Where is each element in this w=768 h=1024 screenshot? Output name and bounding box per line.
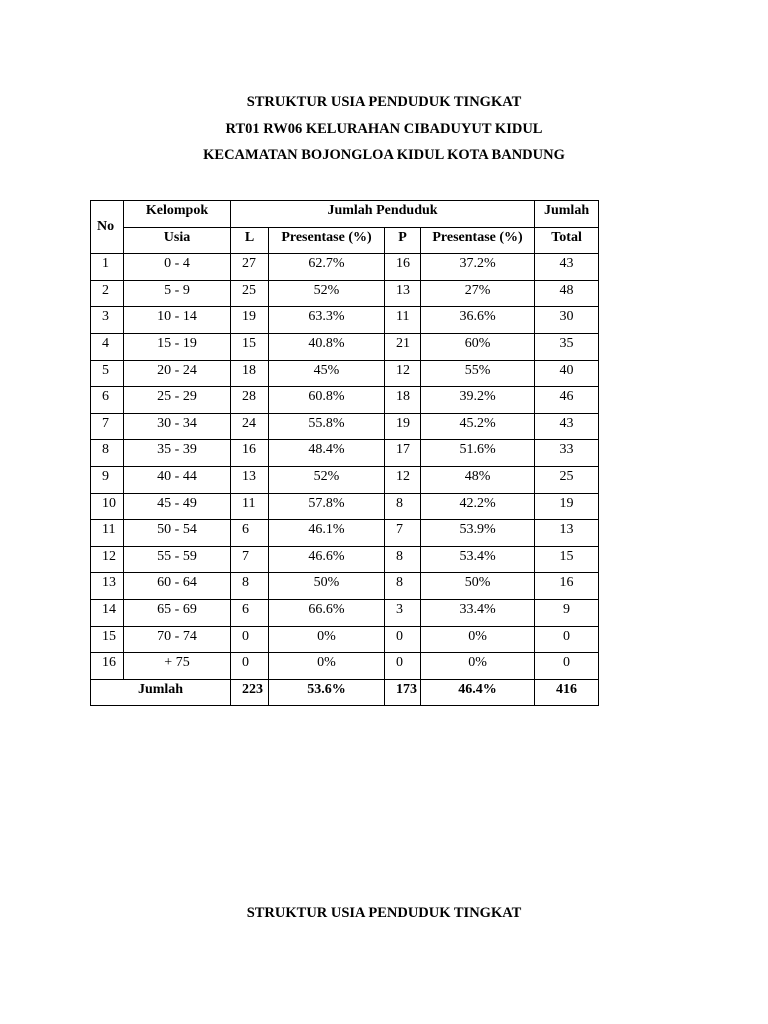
row-total: 43 [535,413,599,440]
table-row [91,520,599,547]
total-label: Jumlah [91,679,231,706]
header-jumlah-bottom: Total [535,227,599,254]
row-pct-l: 52% [269,466,385,493]
row-no: 8 [91,440,124,467]
row-age-group: 45 - 49 [124,493,231,520]
row-pct-l: 55.8% [269,413,385,440]
header-age-group-top: Kelompok [124,201,231,228]
row-age-group: 65 - 69 [124,599,231,626]
row-p: 11 [385,307,421,334]
row-l: 6 [231,599,269,626]
row-p: 16 [385,254,421,281]
table-row [91,599,599,626]
row-p: 21 [385,333,421,360]
row-p: 17 [385,440,421,467]
row-no: 10 [91,493,124,520]
row-pct-l: 45% [269,360,385,387]
header-pct-p: Presentase (%) [421,227,535,254]
row-age-group: 50 - 54 [124,520,231,547]
header-jumlah-top: Jumlah [535,201,599,228]
row-p: 0 [385,653,421,680]
table-row [91,573,599,600]
table-body [91,201,599,706]
row-p: 8 [385,573,421,600]
row-total: 9 [535,599,599,626]
row-total: 35 [535,333,599,360]
row-pct-p: 45.2% [421,413,535,440]
row-p: 8 [385,493,421,520]
row-no: 6 [91,387,124,414]
next-page-title: STRUKTUR USIA PENDUDUK TINGKAT [246,905,522,921]
row-pct-l: 66.6% [269,599,385,626]
population-age-table [90,200,599,706]
table-row [91,653,599,680]
row-total: 33 [535,440,599,467]
row-pct-l: 0% [269,653,385,680]
table-row [91,280,599,307]
row-pct-p: 27% [421,280,535,307]
row-pct-p: 0% [421,653,535,680]
table-row [91,307,599,334]
table-row [91,546,599,573]
row-no: 15 [91,626,124,653]
row-pct-l: 46.1% [269,520,385,547]
row-total: 16 [535,573,599,600]
row-p: 12 [385,360,421,387]
row-l: 7 [231,546,269,573]
row-l: 0 [231,626,269,653]
header-jumlah-penduduk: Jumlah Penduduk [231,201,535,228]
row-age-group: 30 - 34 [124,413,231,440]
table-row [91,626,599,653]
row-l: 28 [231,387,269,414]
row-pct-l: 57.8% [269,493,385,520]
row-pct-l: 60.8% [269,387,385,414]
table-row [91,440,599,467]
row-pct-p: 37.2% [421,254,535,281]
row-no: 2 [91,280,124,307]
row-no: 12 [91,546,124,573]
row-total: 0 [535,653,599,680]
row-no: 13 [91,573,124,600]
row-l: 25 [231,280,269,307]
row-pct-p: 53.4% [421,546,535,573]
row-l: 27 [231,254,269,281]
row-age-group: 60 - 64 [124,573,231,600]
row-pct-p: 0% [421,626,535,653]
row-age-group: 5 - 9 [124,280,231,307]
row-no: 1 [91,254,124,281]
row-pct-l: 40.8% [269,333,385,360]
header-row-bottom [91,227,599,254]
row-pct-p: 53.9% [421,520,535,547]
row-total: 15 [535,546,599,573]
total-total: 416 [535,679,599,706]
row-p: 8 [385,546,421,573]
header-row-top [91,201,599,228]
header-p: P [385,227,421,254]
total-p: 173 [385,679,421,706]
row-l: 6 [231,520,269,547]
row-p: 7 [385,520,421,547]
row-pct-p: 48% [421,466,535,493]
row-l: 24 [231,413,269,440]
row-no: 5 [91,360,124,387]
row-total: 46 [535,387,599,414]
row-l: 0 [231,653,269,680]
row-age-group: 20 - 24 [124,360,231,387]
row-age-group: 10 - 14 [124,307,231,334]
row-total: 48 [535,280,599,307]
row-pct-l: 50% [269,573,385,600]
row-total: 40 [535,360,599,387]
table-row [91,493,599,520]
row-no: 16 [91,653,124,680]
row-total: 30 [535,307,599,334]
row-no: 14 [91,599,124,626]
row-p: 19 [385,413,421,440]
total-row [91,679,599,706]
row-total: 43 [535,254,599,281]
row-total: 25 [535,466,599,493]
table-row [91,387,599,414]
row-p: 18 [385,387,421,414]
table-row [91,333,599,360]
row-l: 16 [231,440,269,467]
header-pct-l: Presentase (%) [269,227,385,254]
row-pct-l: 46.6% [269,546,385,573]
row-pct-p: 39.2% [421,387,535,414]
table-row [91,254,599,281]
document-title-line-2: RT01 RW06 KELURAHAN CIBADUYUT KIDUL [225,121,543,137]
total-pct-l: 53.6% [269,679,385,706]
row-pct-l: 0% [269,626,385,653]
row-pct-l: 52% [269,280,385,307]
table-row [91,466,599,493]
table-row [91,413,599,440]
document-title-line-3: KECAMATAN BOJONGLOA KIDUL KOTA BANDUNG [203,147,565,163]
row-age-group: 0 - 4 [124,254,231,281]
row-age-group: 25 - 29 [124,387,231,414]
row-pct-p: 42.2% [421,493,535,520]
row-age-group: 35 - 39 [124,440,231,467]
row-pct-p: 33.4% [421,599,535,626]
row-pct-l: 62.7% [269,254,385,281]
row-l: 18 [231,360,269,387]
row-pct-l: 48.4% [269,440,385,467]
row-no: 9 [91,466,124,493]
row-l: 13 [231,466,269,493]
header-age-group-bottom: Usia [124,227,231,254]
row-p: 3 [385,599,421,626]
row-total: 19 [535,493,599,520]
row-p: 0 [385,626,421,653]
row-pct-p: 60% [421,333,535,360]
row-age-group: 15 - 19 [124,333,231,360]
row-l: 11 [231,493,269,520]
row-p: 12 [385,466,421,493]
header-no: No [91,201,124,254]
row-age-group: + 75 [124,653,231,680]
total-l: 223 [231,679,269,706]
header-l: L [231,227,269,254]
row-age-group: 70 - 74 [124,626,231,653]
row-pct-p: 51.6% [421,440,535,467]
row-l: 8 [231,573,269,600]
row-no: 4 [91,333,124,360]
total-pct-p: 46.4% [421,679,535,706]
row-total: 13 [535,520,599,547]
row-total: 0 [535,626,599,653]
row-no: 3 [91,307,124,334]
document-title-line-1: STRUKTUR USIA PENDUDUK TINGKAT [246,94,522,110]
row-age-group: 40 - 44 [124,466,231,493]
row-no: 11 [91,520,124,547]
table-row [91,360,599,387]
row-pct-p: 50% [421,573,535,600]
row-pct-l: 63.3% [269,307,385,334]
row-pct-p: 36.6% [421,307,535,334]
row-l: 15 [231,333,269,360]
row-pct-p: 55% [421,360,535,387]
row-age-group: 55 - 59 [124,546,231,573]
row-l: 19 [231,307,269,334]
row-no: 7 [91,413,124,440]
row-p: 13 [385,280,421,307]
